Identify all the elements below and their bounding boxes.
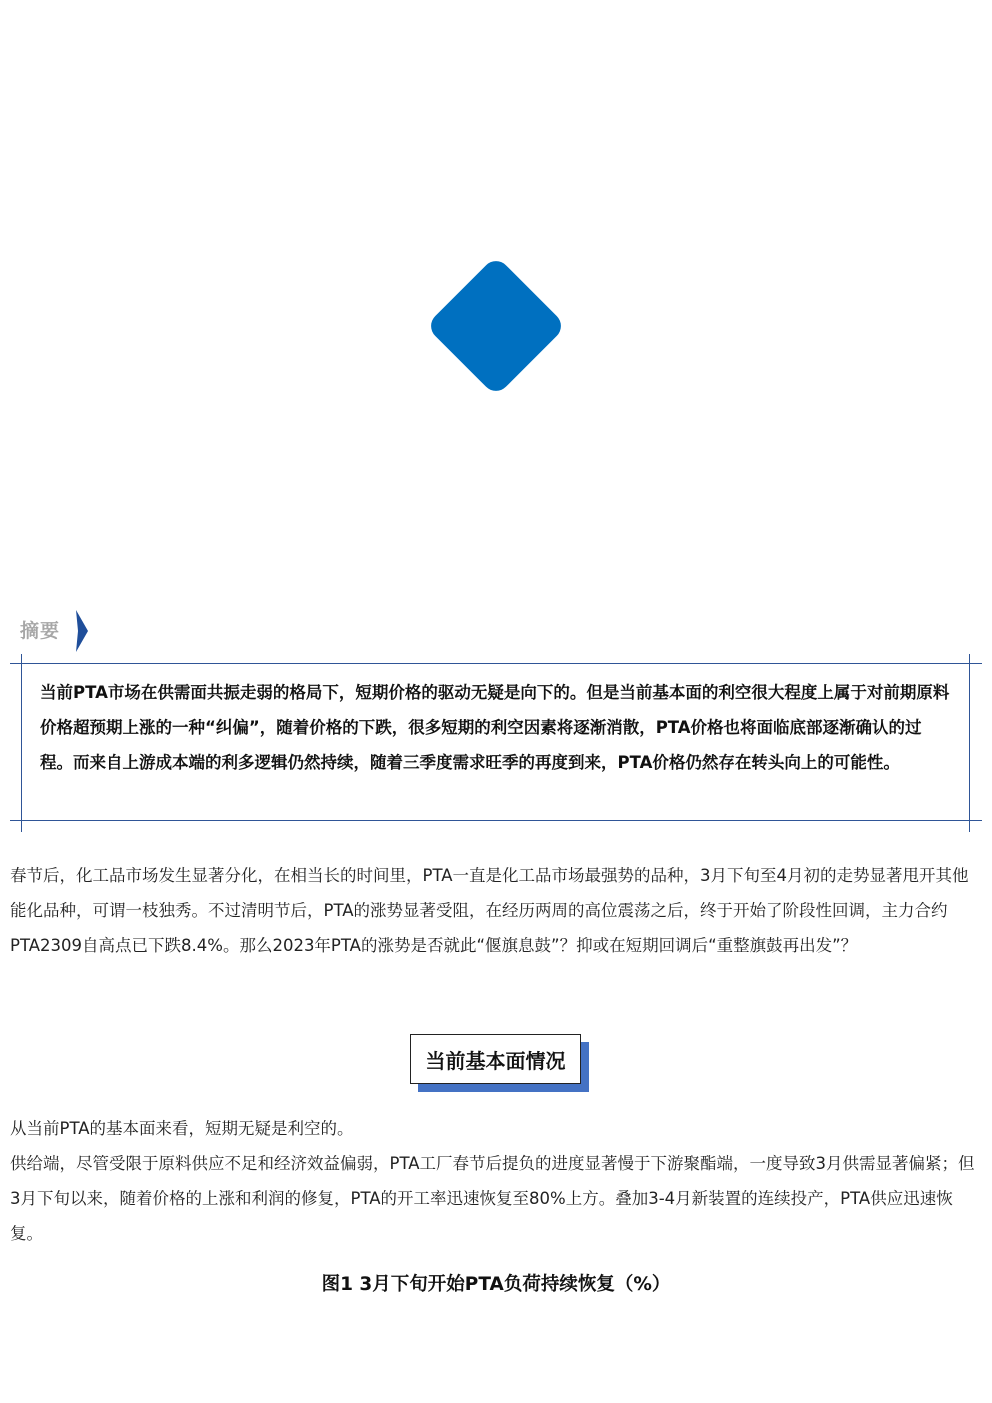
summary-text: 当前PTA市场在供需面共振走弱的格局下，短期价格的驱动无疑是向下的。但是当前基本面的利空很大程度上属于对前期原料价格超预期上涨的一种“纠偏”，随着价格的下跌，很多短期的利空因素将逐渐消散，PTA价格也将面临底部逐渐确认的过程。而来自上游成本端的利多逻辑仍然持续，随着三季度需求旺季的再度到来，PTA价格仍然存在转头向上的可能性。 [40, 683, 950, 772]
frame-right-line [969, 654, 970, 832]
frame-top-line [10, 663, 982, 664]
summary-label: 摘要 [20, 620, 61, 642]
figure-caption: 图1 3月下旬开始PTA负荷持续恢复（%） [321, 1274, 671, 1295]
section-heading-text: 当前基本面情况 [425, 1048, 566, 1073]
frame-left-line [21, 654, 22, 832]
diamond-logo-icon [425, 255, 566, 396]
section-heading [410, 1034, 581, 1084]
intro-paragraph: 春节后，化工品市场发生显著分化，在相当长的时间里，PTA一直是化工品市场最强势的品种，3月下旬至4月初的走势显著甩开其他能化品种，可谓一枝独秀。不过清明节后，PTA的涨势显著受阻，在经历两周的高位震荡之后，终于开始了阶段性回调，主力合约PTA2309自高点已下跌8.4%。那么2023年PTA的涨势是否就此“偃旗息鼓”？抑或在短期回调后“重整旗鼓再出发”？ [10, 866, 969, 955]
chevron-right-icon [74, 610, 90, 652]
frame-bottom-line [10, 820, 982, 821]
fundamentals-paragraph: 从当前PTA的基本面来看，短期无疑是利空的。 [10, 1119, 354, 1138]
supply-paragraph: 供给端，尽管受限于原料供应不足和经济效益偏弱，PTA工厂春节后提负的进度显著慢于下游聚酯端，一度导致3月供需显著偏紧；但3月下旬以来，随着价格的上涨和利润的修复，PTA的开工率迅速恢复至80%上方。叠加3-4月新装置的连续投产，PTA供应迅速恢复。 [10, 1154, 975, 1243]
